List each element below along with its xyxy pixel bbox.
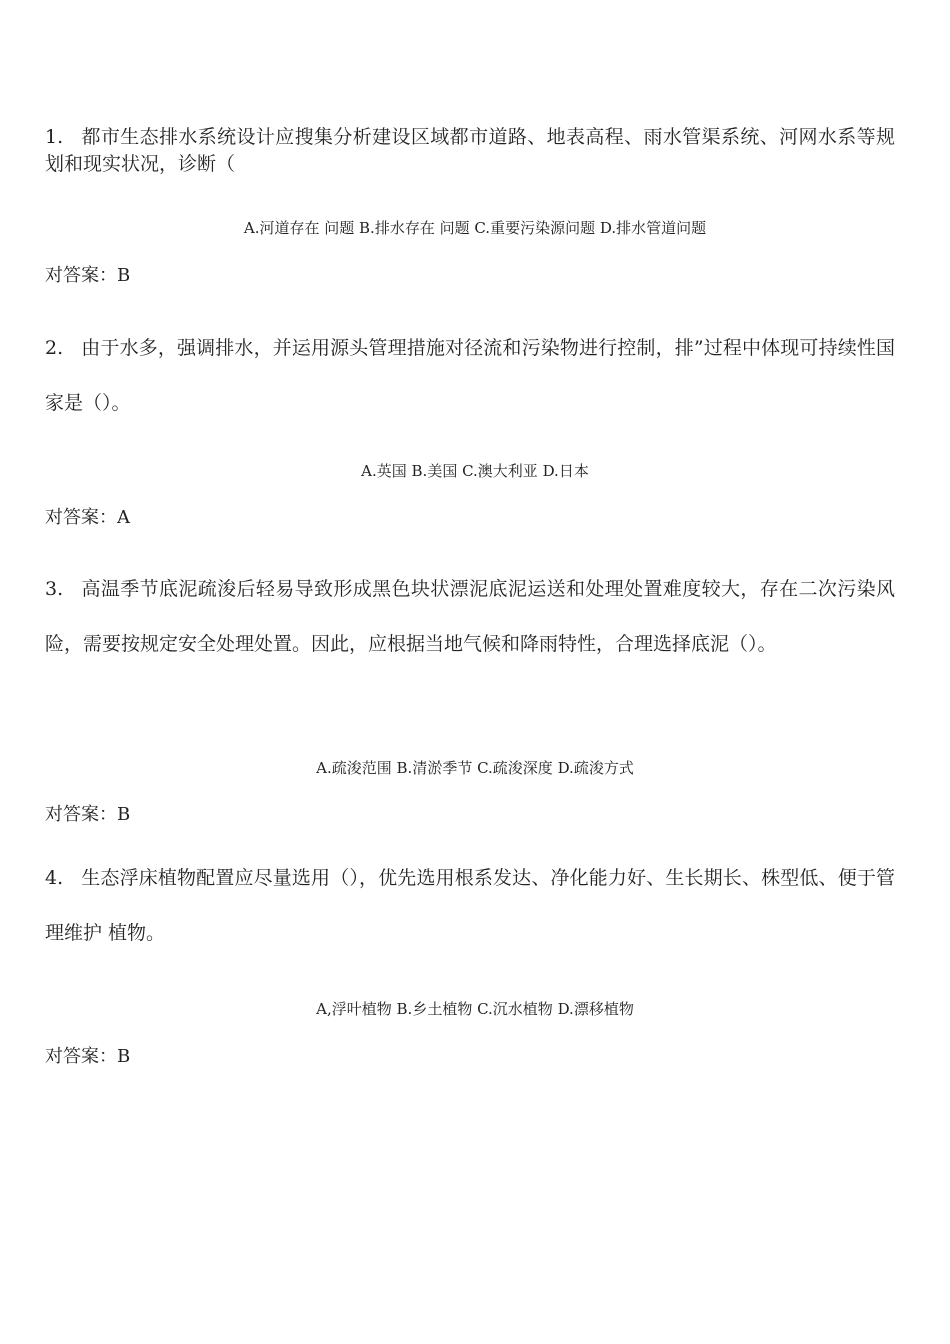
question-2-answer: 对答案：A (45, 507, 130, 528)
question-3-number: 3. (45, 578, 64, 600)
question-3-text: 高温季节底泥疏浚后轻易导致形成黑色块状漂泥底泥运送和处理处置难度较大，存在二次污染风险，需要按规定安全处理处置。因此，应根据当地气候和降雨特性，合理选择底泥（）。 (45, 578, 895, 655)
question-4 (45, 851, 895, 961)
question-2-text: 由于水多，强调排水，并运用源头管理措施对径流和污染物进行控制，排”过程中体现可持续性国家是（）。 (45, 337, 895, 414)
question-3 (45, 562, 895, 672)
question-4-options: A,浮叶植物 B.乡土植物 C.沉水植物 D.漂移植物 (316, 1000, 634, 1018)
question-2-options: A.英国 B.美国 C.澳大利亚 D.日本 (361, 462, 589, 480)
question-2-number: 2. (45, 337, 64, 359)
question-2 (45, 321, 895, 431)
question-1-text: 都市生态排水系统设计应搜集分析建设区域都市道路、地表高程、雨水管渠系统、河网水系等规划和现实状况，诊断（ (45, 126, 895, 175)
question-4-answer: 对答案：B (45, 1046, 131, 1067)
question-1-options: A.河道存在 问题 B.排水存在 问题 C.重要污染源问题 D.排水管道问题 (243, 219, 707, 237)
question-1-number: 1. (45, 126, 64, 148)
question-4-text: 生态浮床植物配置应尽量选用（），优先选用根系发达、净化能力好、生长期长、株型低、便于管理维护 植物。 (45, 867, 895, 944)
question-4-number: 4. (45, 867, 64, 889)
question-3-answer: 对答案：B (45, 804, 131, 825)
question-1-answer: 对答案：B (45, 265, 131, 286)
question-3-options: A.疏浚范围 B.清淤季节 C.疏浚深度 D.疏浚方式 (316, 759, 634, 777)
question-1 (45, 124, 895, 178)
